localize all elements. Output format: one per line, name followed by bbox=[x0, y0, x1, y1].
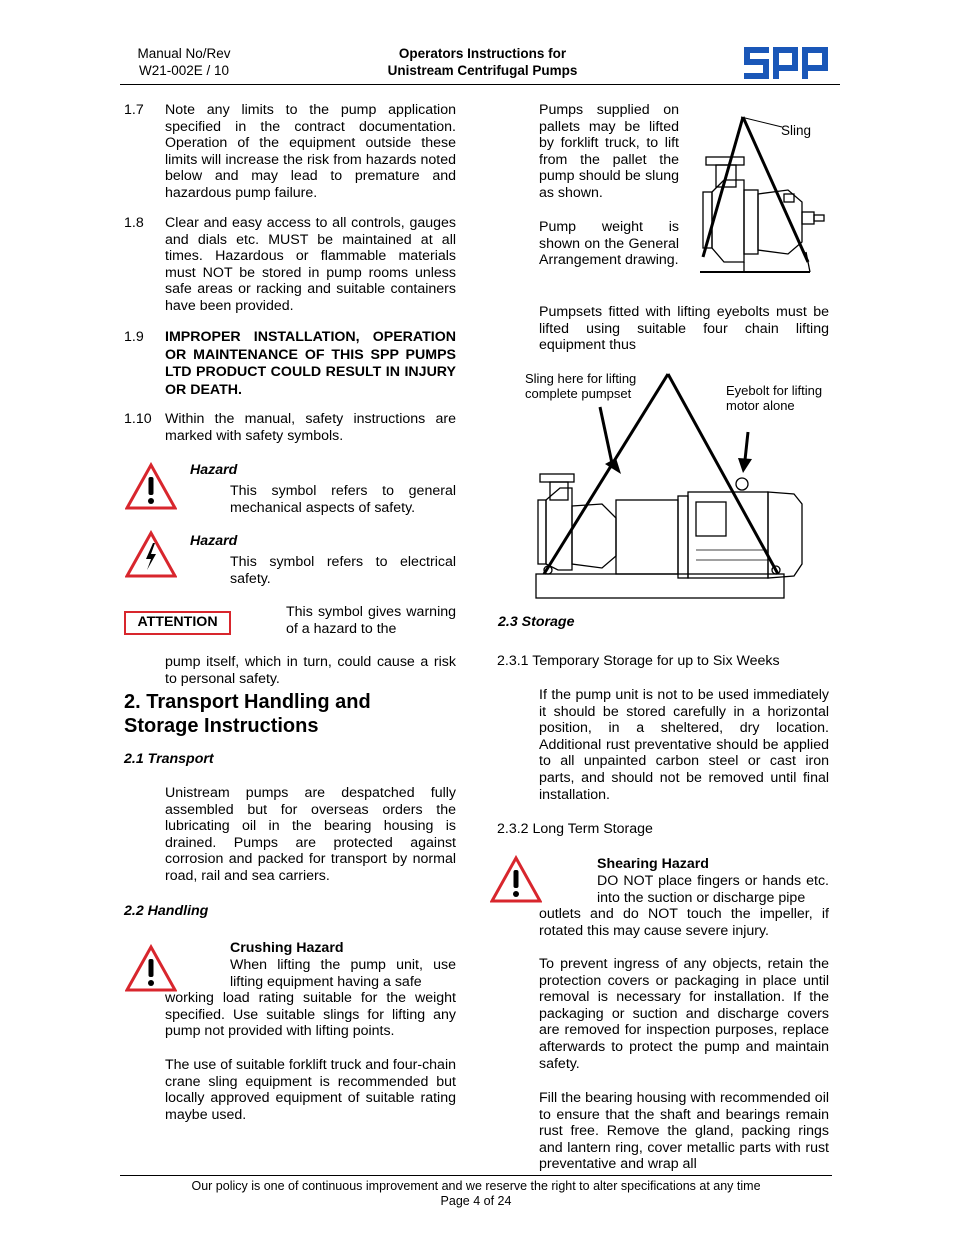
item-number-1-9: 1.9 bbox=[124, 329, 144, 345]
section-2-title: 2. Transport Handling and Storage Instructions bbox=[124, 691, 371, 737]
manual-label: Manual No/Rev bbox=[137, 46, 231, 61]
item-text-1-7: Note any limits to the pump application specified in the contract documentation. Operation of the equipment outside these limits will increase the risk from hazards noted below and may lead to premature and hazardous pump failure. bbox=[165, 102, 456, 201]
pallet-text: Pumps supplied on pallets may be lifted by forklift truck, to lift from the pallet the pump should be slung as shown. bbox=[539, 102, 679, 201]
manual-number: W21-002E / 10 bbox=[138, 63, 230, 78]
page-number: Page 4 of 24 bbox=[440, 1194, 512, 1208]
hazard-text-electrical: This symbol refers to electrical safety. bbox=[230, 554, 456, 587]
sling-here-label: Sling here for lifting complete pumpset bbox=[525, 371, 637, 401]
hazard-text-mechanical: This symbol refers to general mechanical aspects of safety. bbox=[230, 483, 456, 516]
pumpset-lifting-illustration bbox=[528, 370, 804, 605]
item-text-1-9: IMPROPER INSTALLATION, OPERATION OR MAINTENANCE OF THIS SPP PUMPS LTD PRODUCT COULD RESULT IN INJURY OR DEATH. bbox=[165, 329, 456, 398]
title-line-2: Unistream Centrifugal Pumps bbox=[387, 63, 578, 78]
item-number-1-8: 1.8 bbox=[124, 215, 144, 231]
ingress-text: To prevent ingress of any objects, retain the protection covers or packaging in place until removal is necessary for installation. If the packaging or suction and discharge covers are removed for inspection purposes, replace afterwards to protect the pump and maintain safety. bbox=[539, 956, 829, 1072]
hazard-title-mechanical: Hazard bbox=[190, 462, 238, 478]
warning-triangle-icon bbox=[490, 855, 542, 908]
hazard-title-electrical: Hazard bbox=[190, 533, 238, 549]
sling-label: Sling bbox=[781, 123, 812, 138]
spp-logo bbox=[744, 47, 828, 79]
section-2-1-title: 2.1 Transport bbox=[124, 751, 214, 767]
footer-divider bbox=[120, 1175, 832, 1176]
footer bbox=[120, 1179, 832, 1209]
crushing-hazard-text-a: When lifting the pump unit, use lifting equipment having a safe bbox=[230, 957, 456, 990]
header-divider bbox=[120, 84, 840, 85]
section-2-3-title: 2.3 Storage bbox=[498, 614, 575, 630]
item-text-1-8: Clear and easy access to all controls, gauges and dials etc. MUST be maintained at all times. Hazardous or flammable materials must NOT be stored in pump rooms unless safe areas or racking and suitable containers have been provided. bbox=[165, 215, 456, 314]
pump-weight-text: Pump weight is shown on the General Arrangement drawing. bbox=[539, 219, 679, 269]
section-2-2-title: 2.2 Handling bbox=[124, 903, 209, 919]
eyebolt-intro-text: Pumpsets fitted with lifting eyebolts must be lifted using suitable four chain lifting equipment thus bbox=[539, 304, 829, 354]
electrical-hazard-icon bbox=[125, 530, 177, 583]
policy-text: Our policy is one of continuous improvement and we reserve the right to alter specifications at any time bbox=[191, 1179, 761, 1193]
item-number-1-7: 1.7 bbox=[124, 102, 144, 118]
attention-badge: ATTENTION bbox=[124, 611, 231, 635]
crushing-hazard-text-b: working load rating suitable for the weight specified. Use suitable slings for lifting any pump not provided with lifting points. bbox=[165, 990, 456, 1040]
manual-info bbox=[128, 45, 240, 79]
title-line-1: Operators Instructions for bbox=[398, 46, 567, 61]
forklift-text: The use of suitable forklift truck and four-chain crane sling equipment is recommended but locally approved equipment of suitable rating maybe used. bbox=[165, 1057, 456, 1123]
section-2-3-1-title: 2.3.1 Temporary Storage for up to Six Weeks bbox=[497, 653, 780, 669]
eyebolt-label: Eyebolt for lifting motor alone bbox=[726, 383, 823, 413]
bearing-housing-text: Fill the bearing housing with recommended oil to ensure that the shaft and bearings remain rust free. Remove the gland, packing rings and lantern ring, cover metallic parts with rust preventative and wrap all bbox=[539, 1090, 829, 1173]
crushing-hazard-title: Crushing Hazard bbox=[230, 940, 344, 956]
shearing-hazard-text-b: outlets and do NOT touch the impeller, if rotated this may cause severe injury. bbox=[539, 906, 829, 939]
attention-text-a: This symbol gives warning of a hazard to the bbox=[286, 604, 456, 637]
item-number-1-10: 1.10 bbox=[124, 411, 152, 427]
section-2-3-1-text: If the pump unit is not to be used immediately it should be stored carefully in a horizontal position, in a sheltered, dry location. Additional rust preventative should be applied to all unpainted carbon steel or cast iron parts, and should not be removed until final installation. bbox=[539, 687, 829, 803]
warning-triangle-icon bbox=[125, 462, 177, 515]
document-title bbox=[330, 45, 635, 79]
shearing-hazard-title: Shearing Hazard bbox=[597, 856, 709, 872]
item-text-1-10: Within the manual, safety instructions are marked with safety symbols. bbox=[165, 411, 456, 444]
section-2-3-2-title: 2.3.2 Long Term Storage bbox=[497, 821, 653, 837]
attention-text-b: pump itself, which in turn, could cause a risk to personal safety. bbox=[165, 654, 456, 687]
warning-triangle-icon bbox=[125, 944, 177, 997]
pump-sling-illustration bbox=[698, 112, 833, 287]
section-2-1-text: Unistream pumps are despatched fully assembled but for overseas orders the lubricating oil in the bearing housing is drained. Pumps are protected against corrosion and packed for transport by normal road, rail and sea carriers. bbox=[165, 785, 456, 884]
shearing-hazard-text-a: DO NOT place fingers or hands etc. into the suction or discharge pipe bbox=[597, 873, 829, 906]
